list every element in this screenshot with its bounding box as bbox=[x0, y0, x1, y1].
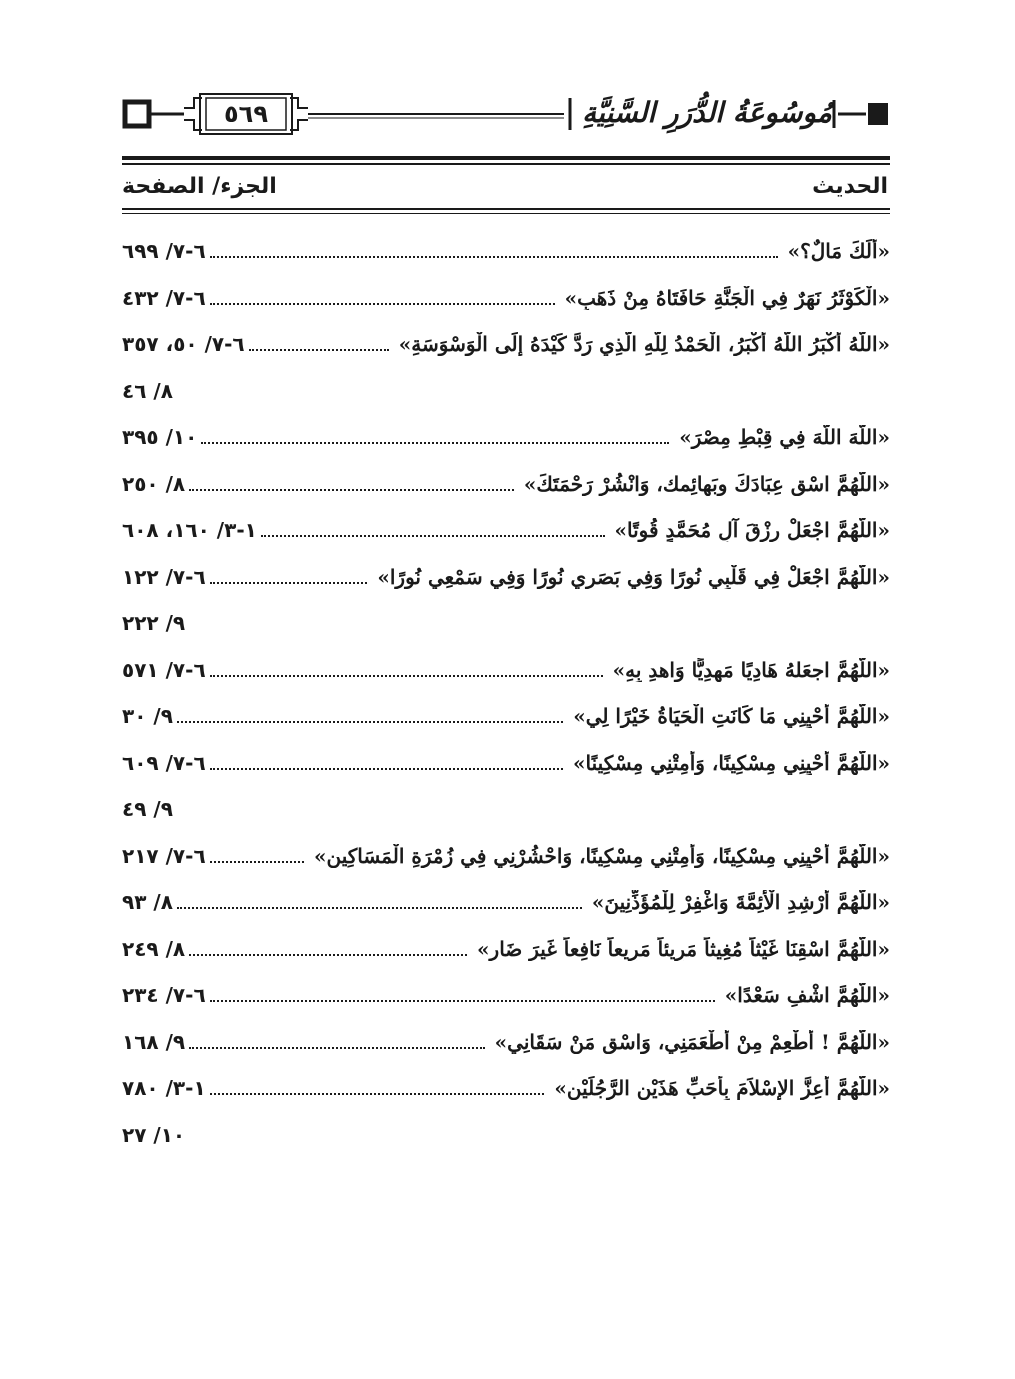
volume-page-ref: ٨/ ٢٤٩ bbox=[122, 936, 186, 961]
index-entry-continuation bbox=[122, 368, 890, 415]
volume-page-ref: ٦-٧/ ٢١٧ bbox=[122, 843, 206, 868]
index-entry bbox=[122, 972, 890, 1019]
hadith-text: «اللَّهُمَّ أَعِزَّ الإِسْلاَمَ بِأَحَبِّ هَذَيْنِ الرَّجُلَيْنِ» bbox=[554, 1076, 890, 1101]
index-entry bbox=[122, 879, 890, 926]
hadith-index-list bbox=[122, 228, 890, 1158]
hadith-text: «اللَّهُمَّ أَحْيِنِي مِسْكِينًا، وَأَمِتْنِي مِسْكِينًا» bbox=[573, 750, 890, 775]
volume-page-ref: ٨/ ٤٦ bbox=[122, 378, 173, 403]
book-title: مُوسُوعَةُ الدُّرَرِ السَّنِيَّةِ bbox=[582, 96, 832, 129]
index-entry bbox=[122, 414, 890, 461]
index-entry bbox=[122, 926, 890, 973]
hadith-text: «اللَّهُمَّ اجْعَلْ فِي قَلْبِي نُورًا وَفِي بَصَرِي نُورًا وَفِي سَمْعِي نُورًا» bbox=[377, 564, 890, 589]
leader-dots bbox=[189, 1047, 485, 1049]
index-entry bbox=[122, 554, 890, 601]
hadith-text: «اللَّهَ اللَّهَ فِي قِبْطِ مِصْرَ» bbox=[679, 425, 890, 450]
index-entry bbox=[122, 647, 890, 694]
hadith-text: «الْكَوْثَرُ نَهَرٌ فِي الْجَنَّةِ حَافَتَاهُ مِنْ ذَهَبٍ» bbox=[564, 285, 890, 310]
hadith-text: «اللَّهُ أَكْبَرُ اللَّهُ أَكْبَرُ، الْحَمْدُ لِلَّهِ الَّذِي رَدَّ كَيْدَهُ إِلَى الْوَسْوَسَةِ» bbox=[398, 332, 890, 357]
index-entry-continuation bbox=[122, 600, 890, 647]
index-entry bbox=[122, 1065, 890, 1112]
hadith-text: «اللَّهُمَّ أَحْيِنِي مَا كَانَتِ الْحَيَاةُ خَيْرًا لِي» bbox=[573, 704, 890, 729]
header-rule-thick bbox=[122, 156, 890, 160]
leader-dots bbox=[210, 1000, 715, 1002]
column-heading-reference: الجزء/ الصفحة bbox=[122, 174, 277, 199]
leader-dots bbox=[249, 349, 389, 351]
hadith-text: «اللَّهُمَّ أَحْيِنِي مِسْكِينًا، وَأَمِتْنِي مِسْكِينًا، وَاحْشُرْنِي فِي زُمْرَةِ الْمَسَاكِينِ» bbox=[313, 843, 890, 868]
volume-page-ref: ٦-٧/ ٦٠٩ bbox=[122, 750, 206, 775]
index-entry bbox=[122, 275, 890, 322]
volume-page-ref: ٦-٧/ ٢٣٤ bbox=[122, 983, 206, 1008]
volume-page-ref: ٦-٧/ ٥٧١ bbox=[122, 657, 206, 682]
volume-page-ref: ٦-٧/ ٤٣٢ bbox=[122, 285, 206, 310]
hadith-text: «اللَّهُمَّ ! أَطْعِمْ مِنْ أَطْعَمَنِي، وَاسْقِ مَنْ سَقَانِي» bbox=[494, 1029, 890, 1054]
index-entry bbox=[122, 1019, 890, 1066]
header-rule-thin bbox=[122, 163, 890, 165]
index-entry bbox=[122, 321, 890, 368]
index-entry bbox=[122, 833, 890, 880]
volume-page-ref: ٨/ ٩٣ bbox=[122, 890, 173, 915]
leader-dots bbox=[210, 582, 368, 584]
page-header bbox=[122, 78, 890, 160]
leader-dots bbox=[201, 442, 669, 444]
columns-rule-thin bbox=[122, 213, 890, 214]
volume-page-ref: ١٠/ ٢٧ bbox=[122, 1122, 186, 1147]
index-entry bbox=[122, 507, 890, 554]
hadith-text: «اللَّهُمَّ اجْعَلْ رِزْقَ آلِ مُحَمَّدٍ قُوتًا» bbox=[614, 518, 890, 543]
hadith-text: «اللَّهُمَّ اسْقِ عِبَادَكَ وبَهائِمك، وَانْشُرْ رَحْمَتَكَ» bbox=[523, 471, 890, 496]
volume-page-ref: ٦-٧/ ٥٠، ٣٥٧ bbox=[122, 332, 245, 357]
index-entry-continuation bbox=[122, 1112, 890, 1159]
volume-page-ref: ٨/ ٢٥٠ bbox=[122, 471, 186, 496]
hadith-text: «اللَّهُمَّ اجعَلهُ هَادِيًا مَهدِيًّا وَاهدِ بِهِ» bbox=[612, 657, 890, 682]
index-entry bbox=[122, 228, 890, 275]
hadith-text: «اللَّهُمَّ أَرْشِدِ الْأَئِمَّةَ وَاغْفِرْ لِلْمُؤَذِّنِينَ» bbox=[591, 890, 890, 915]
column-heading-hadith: الحديث bbox=[812, 174, 888, 199]
volume-page-ref: ٩/ ٢٢٢ bbox=[122, 611, 186, 636]
volume-page-ref: ٩/ ١٦٨ bbox=[122, 1029, 186, 1054]
volume-page-ref: ١٠/ ٣٩٥ bbox=[122, 425, 198, 450]
volume-page-ref: ٦-٧/ ٦٩٩ bbox=[122, 239, 206, 264]
hadith-text: «اللَّهُمَّ اشْفِ سَعْدًا» bbox=[724, 983, 890, 1008]
volume-page-ref: ١-٣/ ٧٨٠ bbox=[122, 1076, 206, 1101]
leader-dots bbox=[210, 256, 778, 258]
leader-dots bbox=[210, 861, 304, 863]
volume-page-ref: ١-٣/ ١٦٠، ٦٠٨ bbox=[122, 518, 257, 543]
volume-page-ref: ٩/ ٣٠ bbox=[122, 704, 173, 729]
leader-dots bbox=[177, 721, 563, 723]
leader-dots bbox=[210, 768, 563, 770]
leader-dots bbox=[210, 1093, 545, 1095]
hadith-text: «أَلَكَ مَالٌ؟» bbox=[787, 239, 890, 264]
index-entry-continuation bbox=[122, 786, 890, 833]
page-number: ٥٦٩ bbox=[224, 100, 268, 128]
leader-dots bbox=[210, 303, 555, 305]
leader-dots bbox=[210, 675, 603, 677]
index-entry bbox=[122, 693, 890, 740]
leader-dots bbox=[177, 907, 582, 909]
columns-rule bbox=[122, 208, 890, 210]
index-entry bbox=[122, 461, 890, 508]
leader-dots bbox=[189, 954, 467, 956]
index-entry bbox=[122, 740, 890, 787]
leader-dots bbox=[261, 535, 605, 537]
leader-dots bbox=[189, 489, 514, 491]
volume-page-ref: ٩/ ٤٩ bbox=[122, 797, 173, 822]
hadith-text: «اللَّهُمَّ اسْقِنَا غَيْثاً مُغِيثاً مَرِيئاً مَرِيعاً نَافِعاً غَيرَ ضَار» bbox=[477, 936, 890, 961]
volume-page-ref: ٦-٧/ ١٢٢ bbox=[122, 564, 206, 589]
